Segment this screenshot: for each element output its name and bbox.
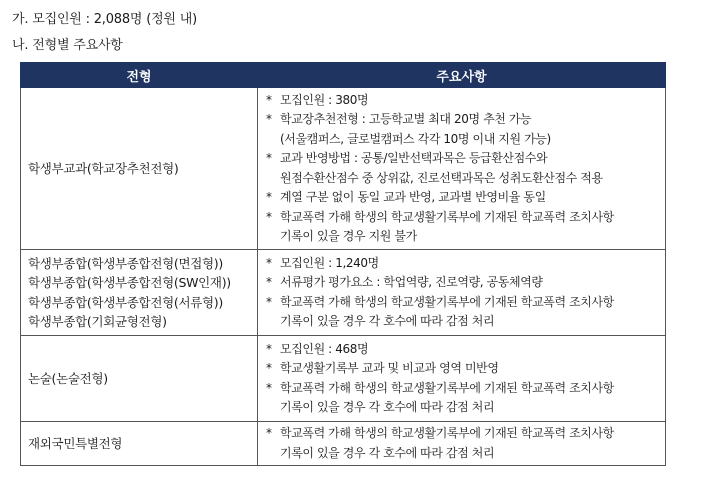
item-text-line: 원점수환산점수 중 상위값, 진로선택과목은 성취도환산점수 적용 [280, 170, 603, 185]
bullet-marker: * [266, 112, 272, 126]
bullet-marker: * [266, 190, 272, 204]
item-text-line: 서류평가 평가요소 : 학업역량, 진로역량, 공동체역량 [280, 275, 543, 289]
list-item [264, 149, 661, 188]
header-type: 전형 [21, 63, 258, 88]
item-text-line: 기록이 있을 경우 각 호수에 따라 감점 처리 [280, 400, 495, 414]
admission-requirements-table [20, 62, 666, 466]
admission-type-name: 재외국민특별전형 [28, 435, 123, 451]
item-text-line: 기록이 있을 경우 지원 불가 [280, 229, 417, 243]
admission-type-cell [21, 88, 258, 250]
list-item [264, 110, 661, 149]
item-text-line: (서울캠퍼스, 글로벌캠퍼스 각각 10명 이내 지원 가능) [280, 131, 551, 146]
admission-type-name: 논술(논술전형) [28, 370, 108, 386]
intro-section-title: 나. 전형별 주요사항 [12, 38, 123, 53]
admission-type-name: 학생부종합(기회균형전형) [28, 314, 167, 329]
bullet-marker: * [266, 426, 272, 440]
item-text-line: 학교폭력 가해 학생의 학교생활기록부에 기재된 학교폭력 조치사항 [280, 209, 614, 224]
bullet-marker: * [266, 341, 272, 356]
item-text-line: 계열 구분 없이 동일 교과 반영, 교과별 반영비율 동일 [280, 190, 546, 204]
item-text-line: 모집인원 : 380명 [280, 92, 369, 107]
bullet-marker: * [266, 380, 272, 395]
details-list [264, 340, 661, 418]
intro-enrollment: 가. 모집인원 : 2,088명 (정원 내) [12, 12, 197, 27]
admission-type-cell [21, 250, 258, 336]
admission-type-name: 학생부종합(학생부종합전형(SW인재)) [28, 275, 231, 290]
admission-type-name: 학생부종합(학생부종합전형(서류형)) [28, 294, 223, 310]
list-item [264, 188, 661, 208]
bullet-marker: * [266, 92, 272, 107]
table-row [21, 336, 666, 422]
admission-type-cell [21, 336, 258, 422]
bullet-marker: * [266, 255, 272, 270]
table-body [21, 88, 666, 466]
details-cell [258, 88, 666, 250]
bullet-marker: * [266, 209, 272, 224]
details-list [264, 254, 661, 332]
admission-type-name: 학생부종합(학생부종합전형(면접형)) [28, 255, 223, 271]
bullet-marker: * [266, 361, 272, 375]
admission-type-name: 학생부교과(학교장추천전형) [28, 160, 179, 176]
list-item [264, 254, 661, 274]
details-cell [258, 250, 666, 336]
item-text-line: 기록이 있을 경우 각 호수에 따라 감점 처리 [280, 445, 495, 460]
item-text-line: 학교폭력 가해 학생의 학교생활기록부에 기재된 학교폭력 조치사항 [280, 380, 614, 395]
list-item [264, 359, 661, 379]
details-cell [258, 422, 666, 466]
list-item [264, 424, 661, 463]
table-row [21, 422, 666, 466]
list-item [264, 91, 661, 111]
admission-type-cell [21, 422, 258, 466]
header-details: 주요사항 [258, 63, 666, 88]
table-row [21, 88, 666, 250]
item-text-line: 모집인원 : 468명 [280, 341, 369, 356]
table-row [21, 250, 666, 336]
item-text-line: 학교폭력 가해 학생의 학교생활기록부에 기재된 학교폭력 조치사항 [280, 426, 614, 440]
list-item [264, 293, 661, 332]
list-item [264, 340, 661, 360]
table-header-row [21, 63, 666, 88]
bullet-marker: * [266, 275, 272, 289]
item-text-line: 기록이 있을 경우 각 호수에 따라 감점 처리 [280, 314, 495, 328]
list-item [264, 379, 661, 418]
list-item [264, 208, 661, 247]
item-text-line: 모집인원 : 1,240명 [280, 255, 379, 270]
item-text-line: 학교장추천전형 : 고등학교별 최대 20명 추천 가능 [280, 112, 532, 126]
bullet-marker: * [266, 294, 272, 309]
details-list [264, 91, 661, 247]
bullet-marker: * [266, 151, 272, 165]
details-list [264, 424, 661, 463]
item-text-line: 학교생활기록부 교과 및 비교과 영역 미반영 [280, 361, 499, 375]
list-item [264, 273, 661, 293]
item-text-line: 학교폭력 가해 학생의 학교생활기록부에 기재된 학교폭력 조치사항 [280, 294, 614, 309]
details-cell [258, 336, 666, 422]
item-text-line: 교과 반영방법 : 공통/일반선택과목은 등급환산점수와 [280, 151, 548, 165]
